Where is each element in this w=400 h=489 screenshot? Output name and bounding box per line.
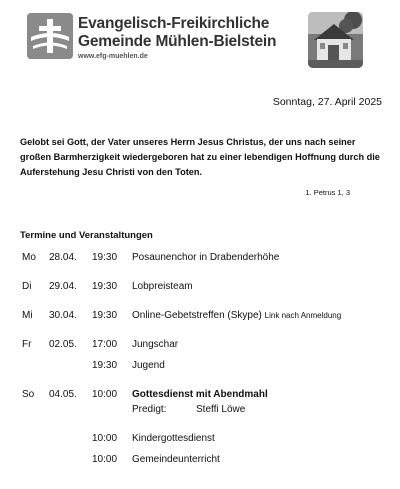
event-time: 10:00 xyxy=(92,454,118,465)
website-url[interactable]: www.efg-muehlen.de xyxy=(78,53,148,60)
event-day: Mo xyxy=(22,252,36,263)
event-time: 10:00 xyxy=(92,389,118,400)
event-date: 28.04. xyxy=(49,252,77,263)
event-date: 04.05. xyxy=(49,389,77,400)
org-name-line-1: Evangelisch-Freikirchliche xyxy=(78,15,270,32)
event-date: 30.04. xyxy=(49,310,77,321)
bulletin-date: Sonntag, 27. April 2025 xyxy=(272,96,382,108)
preacher-name: Steffi Löwe xyxy=(196,404,246,415)
event-note: Link nach Anmeldung xyxy=(264,311,342,320)
event-time: 19:30 xyxy=(92,281,118,292)
event-day: Di xyxy=(22,281,32,292)
event-date: 29.04. xyxy=(49,281,77,292)
org-name-line-2: Gemeinde Mühlen-Bielstein xyxy=(78,33,277,50)
event-row xyxy=(0,339,400,353)
event-time: 19:30 xyxy=(92,310,118,321)
event-time: 10:00 xyxy=(92,433,118,444)
bible-verse: Gelobt sei Gott, der Vater unseres Herrn Jesus Christus, der uns nach seiner großen Barmherzigkeit wiedergeboren hat zu einer lebendigen Hoffnung durch die Auferstehung Jesu Christi von den Toten. xyxy=(20,137,380,177)
event-day: Fr xyxy=(22,339,32,350)
event-title: Kindergottesdienst xyxy=(132,433,215,444)
event-title: Jungschar xyxy=(132,339,179,350)
event-time: 19:30 xyxy=(92,360,118,371)
event-row xyxy=(0,389,400,403)
event-time: 17:00 xyxy=(92,339,118,350)
event-time: 19:30 xyxy=(92,252,118,263)
event-title: Gemeindeunterricht xyxy=(132,454,220,465)
event-row xyxy=(0,433,400,447)
events-section-title: Termine und Veranstaltungen xyxy=(20,230,153,241)
cross-church-logo-icon xyxy=(27,13,73,59)
event-title xyxy=(132,310,341,321)
event-row xyxy=(0,360,400,374)
event-row xyxy=(0,310,400,324)
church-building-photo xyxy=(308,12,363,68)
church-logo xyxy=(27,13,73,59)
preacher-label: Predigt: xyxy=(132,404,167,415)
event-title: Gottesdienst mit Abendmahl xyxy=(132,389,268,400)
event-title-text: Online-Gebetstreffen (Skype) xyxy=(132,310,262,321)
event-title: Lobpreisteam xyxy=(132,281,193,292)
bible-verse-reference: 1. Petrus 1, 3 xyxy=(305,188,350,197)
organization-name xyxy=(78,15,303,60)
event-row xyxy=(0,252,400,266)
event-date: 02.05. xyxy=(49,339,77,350)
event-row xyxy=(0,281,400,295)
event-preacher-row xyxy=(0,404,400,418)
event-title: Posaunenchor in Drabenderhöhe xyxy=(132,252,280,263)
event-day: Mi xyxy=(22,310,33,321)
event-title: Jugend xyxy=(132,360,165,371)
event-row xyxy=(0,454,400,468)
event-day: So xyxy=(22,389,35,400)
